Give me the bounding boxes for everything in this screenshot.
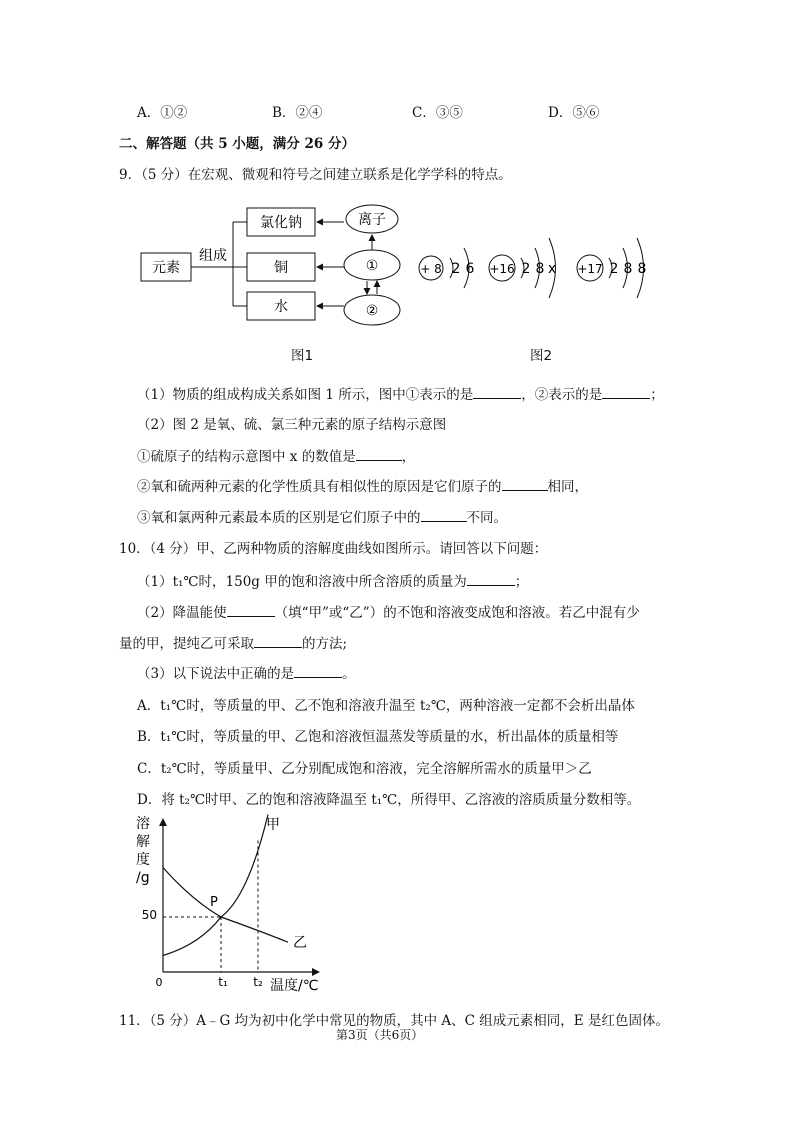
option-d: D．⑤⑥: [548, 105, 600, 121]
answer-blank: [467, 573, 515, 586]
o-nucleus: + 8: [420, 262, 442, 276]
figure-1: [135, 198, 415, 338]
cl-shell1: 2: [609, 261, 619, 277]
answer-blank: [421, 509, 467, 522]
chlorine-atom: [577, 238, 646, 298]
q10-option-c: C．t₂℃时，等质量甲、乙分别配成饱和溶液，完全溶解所需水的质量甲＞乙: [137, 761, 592, 777]
oxygen-atom: [419, 248, 475, 288]
figure-2: [412, 228, 682, 310]
element-label: 元素: [152, 260, 180, 276]
answer-blank: [254, 635, 302, 648]
answer-blank: [602, 386, 650, 399]
curve-yi-label: 乙: [293, 935, 307, 951]
y-label-1: 溶: [136, 816, 150, 832]
x-tick-t2: t₂: [253, 975, 263, 989]
q10-option-a: A．t₁℃时，等质量的甲、乙不饱和溶液升温至 t₂℃，两种溶液一定都不会析出晶体: [137, 698, 635, 714]
x-label: 温度/℃: [270, 978, 319, 994]
answer-blank: [473, 386, 521, 399]
option-b: B．②④: [272, 105, 323, 121]
y-label-2: 解: [136, 834, 150, 850]
nacl-label: 氯化钠: [260, 215, 302, 231]
q9-part1: （1）物质的组成构成关系如图 1 所示，图中①表示的是 ，②表示的是 ；: [137, 387, 664, 403]
q10-option-b: B．t₁℃时，等质量的甲、乙饱和溶液恒温蒸发等质量的水，析出晶体的质量相等: [137, 729, 619, 745]
cl-nucleus: +17: [577, 262, 603, 276]
section-title: 二、解答题（共 5 小题，满分 26 分）: [119, 136, 355, 152]
cl-shell2: 8: [623, 261, 633, 277]
q9-part2: （2）图 2 是氧、硫、氯三种元素的原子结构示意图: [137, 417, 447, 433]
x-tick-t1: t₁: [218, 975, 228, 989]
circle2-label: ②: [365, 303, 379, 319]
figure-1-caption: 图1: [291, 348, 314, 364]
solubility-chart: [130, 812, 330, 997]
q10-part1: （1）t₁℃时，150g 甲的饱和溶液中所含溶质的质量为 ；: [137, 574, 529, 590]
curve-yi: [163, 868, 288, 943]
q10-part2: （2）降温能使 （填“甲”或“乙”）的不饱和溶液变成饱和溶液。若乙中混有少: [137, 605, 640, 621]
cl-shell3: 8: [637, 261, 647, 277]
cu-label: 铜: [274, 260, 288, 276]
s-shell2: 8: [535, 261, 545, 277]
y-label-3: 度: [136, 852, 150, 868]
point-p-label: P: [210, 895, 218, 910]
option-a: A．①②: [137, 105, 188, 121]
compose-label: 组成: [199, 248, 227, 264]
circle1-label: ①: [365, 258, 379, 274]
q10-part3: （3）以下说法中正确的是 。: [137, 666, 356, 682]
ion-label: 离子: [358, 212, 386, 228]
origin-label: 0: [155, 976, 163, 989]
q9-sub1: ①硫原子的结构示意图中 x 的数值是 ，: [137, 449, 416, 465]
o-shell2: 6: [465, 261, 475, 277]
answer-blank: [502, 478, 548, 491]
q9-sub3: ③氧和氯两种元素最本质的区别是它们原子中的 不同。: [137, 510, 507, 526]
water-label: 水: [274, 299, 288, 315]
sulfur-atom: [489, 238, 556, 298]
q10-part2-cont: 量的甲，提纯乙可采取 的方法;: [119, 636, 348, 652]
figure-2-caption: 图2: [530, 348, 553, 364]
y-label-4: /g: [136, 870, 150, 886]
q10-option-d: D．将 t₂℃时甲、乙的饱和溶液降温至 t₁℃，所得甲、乙溶液的溶质质量分数相等。: [137, 792, 641, 808]
answer-blank: [294, 665, 342, 678]
s-shell3: x: [547, 261, 557, 277]
q9-stem: 9．（5 分）在宏观、微观和符号之间建立联系是化学学科的特点。: [119, 167, 512, 183]
page-footer: 第3页（共6页）: [336, 1028, 424, 1042]
answer-blank: [227, 604, 275, 617]
y-tick-50: 50: [141, 908, 157, 922]
s-nucleus: +16: [489, 262, 515, 276]
o-shell1: 2: [451, 261, 461, 277]
s-shell1: 2: [521, 261, 531, 277]
answer-blank: [356, 448, 402, 461]
q11-stem: 11．（5 分）A﹣G 均为初中化学中常见的物质，其中 A、C 组成元素相同，E 是红色固体。: [119, 1013, 669, 1029]
q10-stem: 10．（4 分）甲、乙两种物质的溶解度曲线如图所示。请回答以下问题：: [119, 541, 548, 557]
curve-jia: [163, 815, 268, 956]
option-c: C．③⑤: [412, 105, 463, 121]
curve-jia-label: 甲: [266, 817, 280, 833]
q9-sub2: ②氧和硫两种元素的化学性质具有相似性的原因是它们原子的 相同，: [137, 479, 588, 495]
